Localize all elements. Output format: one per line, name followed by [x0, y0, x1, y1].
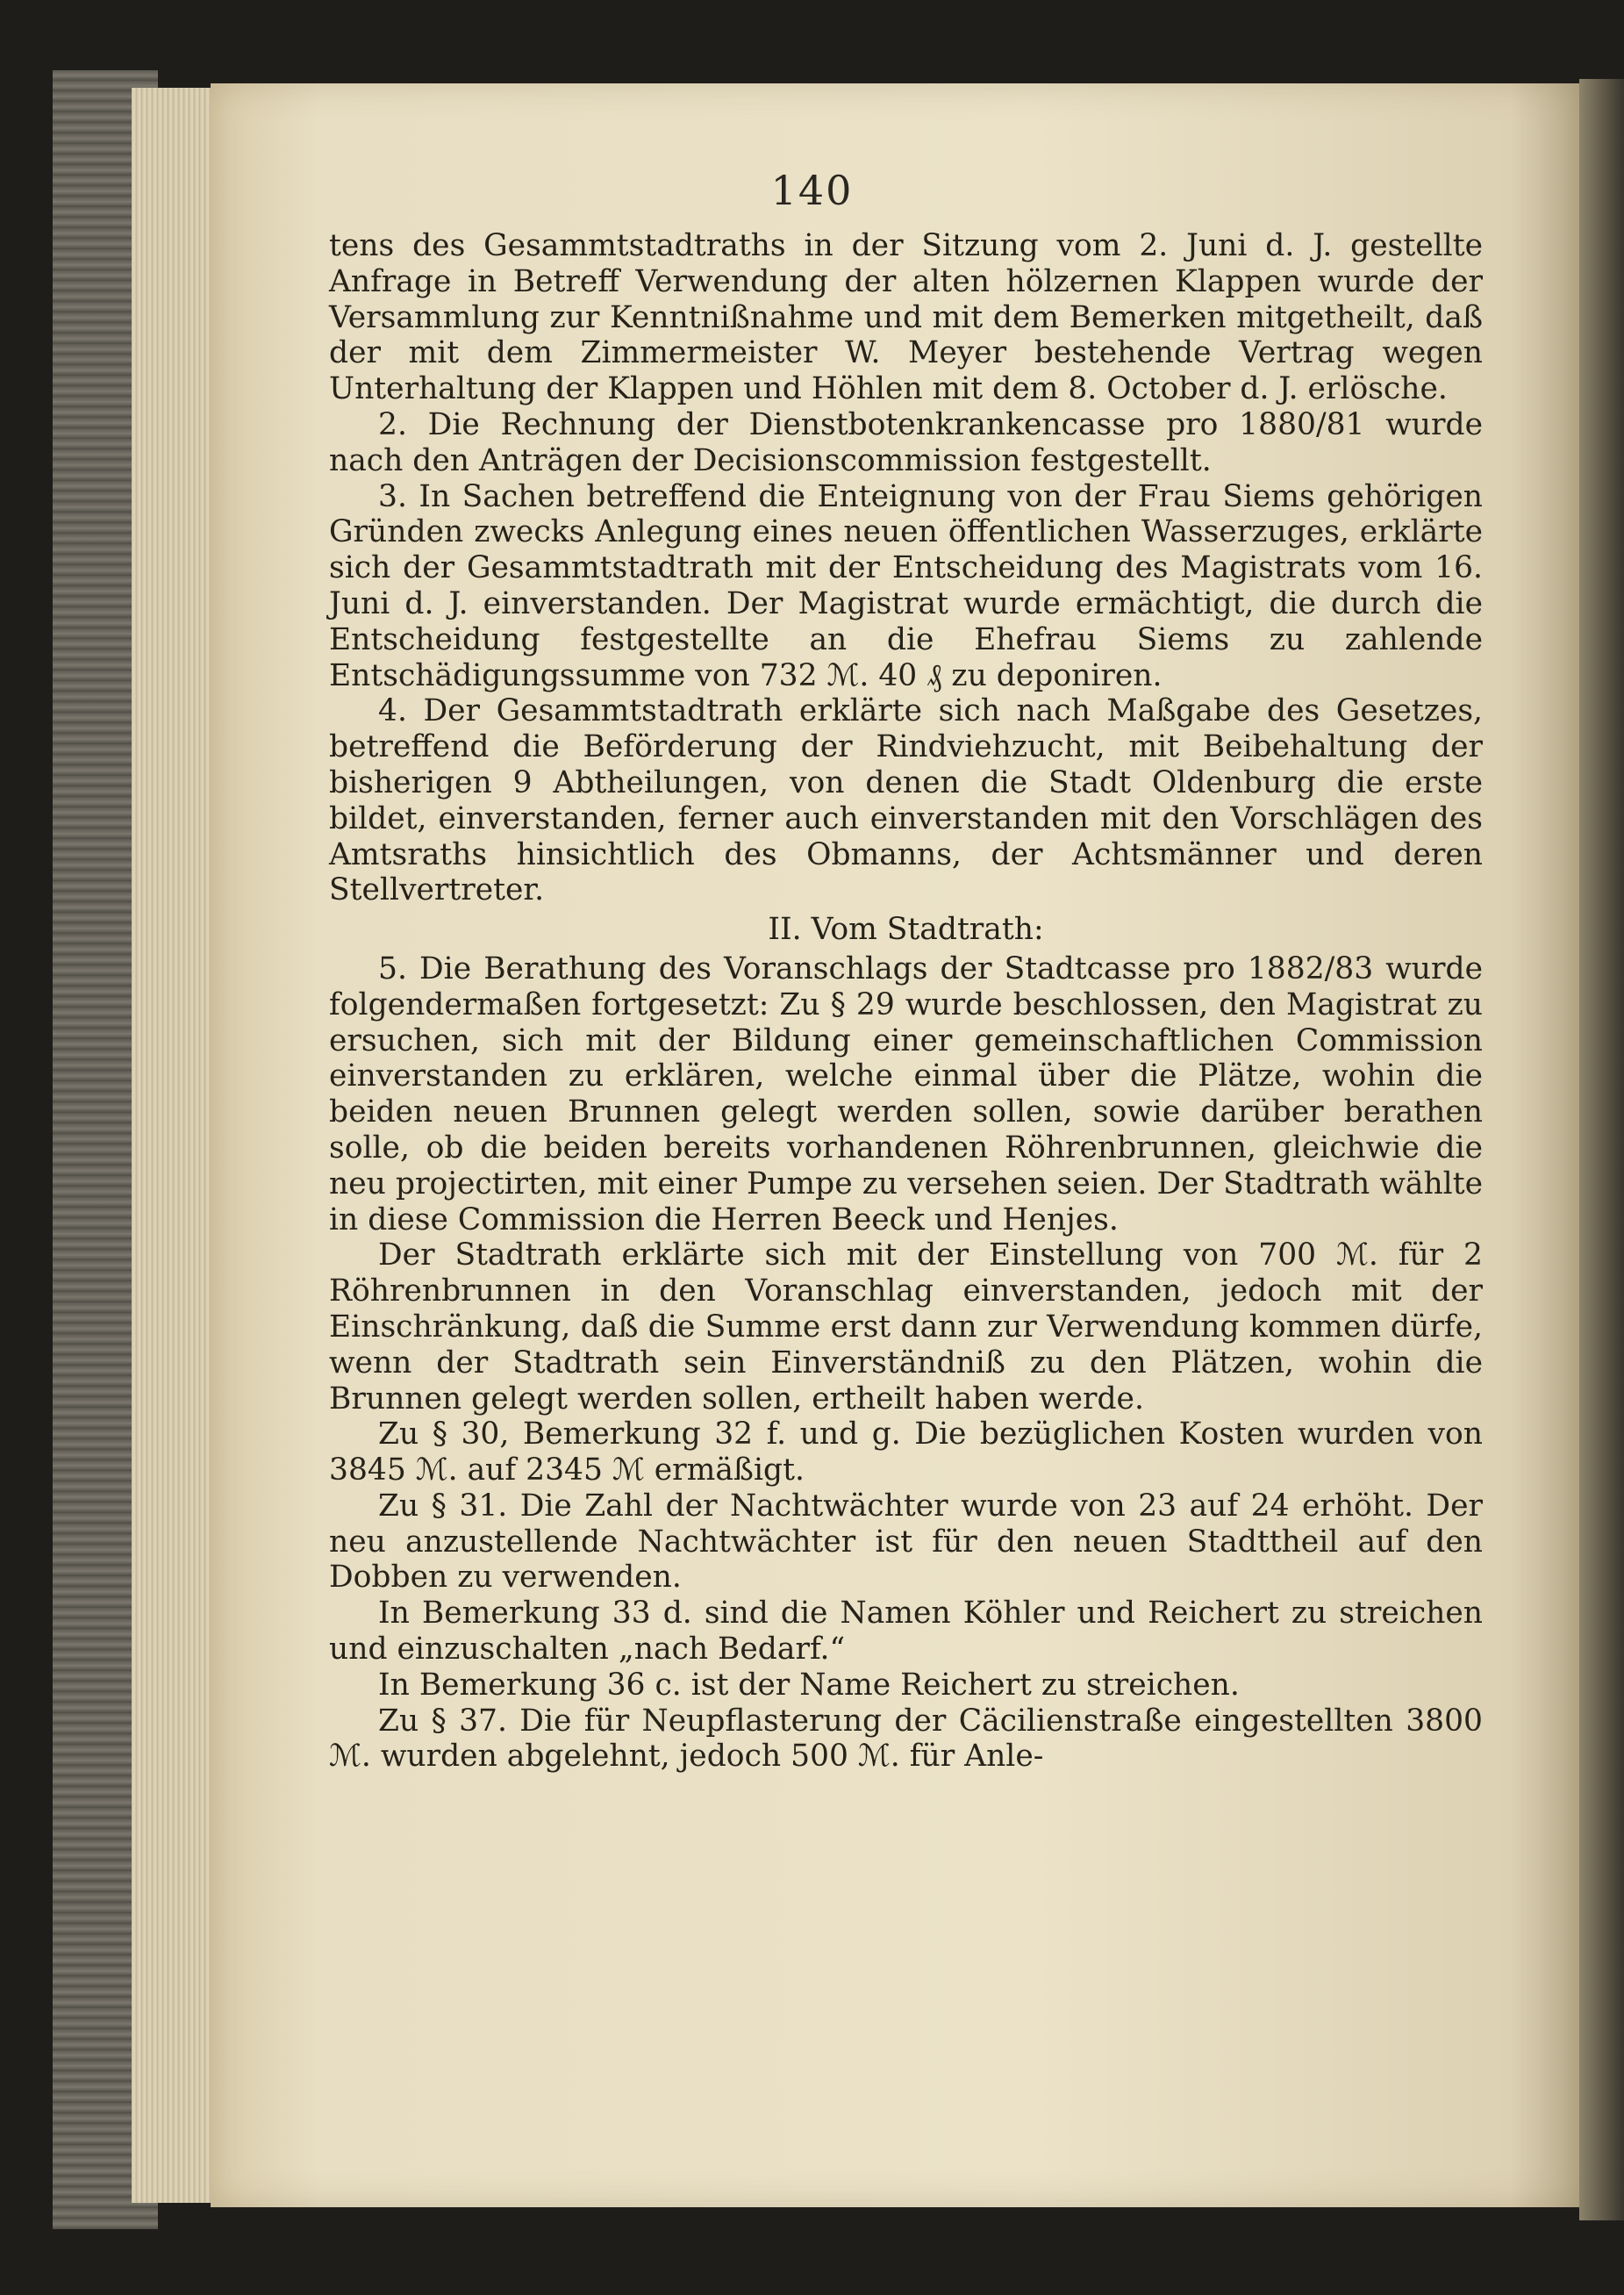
section-heading: II. Vom Stadtrath:	[768, 912, 1044, 948]
paragraph-continued: tens des Gesammtstadtraths in der Sitzung vom 2. Juni d. J. gestellte Anfrage in Betreff Verwendung der alten hölzernen Klappen wurde der Versammlung zur Kenntnißnahme und mit dem Bemerken mitgetheilt, daß der mit dem Zimmermeister W. Meyer bestehende Vertrag wegen Unterhaltung der Klappen und Höhlen mit dem 8. October d. J. erlösche.	[329, 228, 1483, 407]
paragraph-item-5: 5. Die Berathung des Voranschlags der Stadtcasse pro 1882/83 wurde folgendermaßen fortgesetzt: Zu § 29 wurde beschlossen, den Magistrat zu ersuchen, sich mit der Bildung einer gemeinschaftlichen Commission einverstanden zu erklären, welche einmal über die Plätze, wohin die beiden neuen Brunnen gelegt werden sollen, sowie darüber berathen solle, ob die beiden bereits vorhandenen Röhrenbrunnen, gleichwie die neu projectirten, mit einer Pumpe zu versehen seien. Der Stadtrath wählte in diese Commission die Herren Beeck und Henjes.	[329, 950, 1483, 1237]
paragraph-brunnen: Der Stadtrath erklärte sich mit der Einstellung von 700 ℳ. für 2 Röhrenbrunnen in den Voranschlag einverstanden, jedoch mit der Einschränkung, daß die Summe erst dann zur Verwendung kommen dürfe, wenn der Stadtrath sein Einverständniß zu den Plätzen, wohin die Brunnen gelegt werden sollen, ertheilt haben werde.	[329, 1237, 1483, 1416]
facing-page-edge	[1579, 79, 1624, 2220]
paragraph-item-4: 4. Der Gesammtstadtrath erklärte sich nach Maßgabe des Gesetzes, betreffend die Beförderung der Rindviehzucht, mit Beibehaltung der bisherigen 9 Abtheilungen, von denen die Stadt Oldenburg die erste bildet, einverstanden, ferner auch einverstanden mit den Vorschlägen des Amtsraths hinsichtlich des Obmanns, der Achtsmänner und deren Stellvertreter.	[329, 693, 1483, 908]
page-number: 140	[770, 167, 854, 214]
paragraph-item-3: 3. In Sachen betreffend die Enteignung von der Frau Siems gehörigen Gründen zwecks Anlegung eines neuen öffentlichen Wasserzuges, erklärte sich der Gesammtstadtrath mit der Entscheidung des Magistrats vom 16. Juni d. J. einverstanden. Der Magistrat wurde ermächtigt, die durch die Entscheidung festgestellte an die Ehefrau Siems zu zahlende Entschädigungssumme von 732 ℳ. 40 ₰ zu deponiren.	[329, 478, 1483, 693]
paragraph-section-30: Zu § 30, Bemerkung 32 f. und g. Die bezüglichen Kosten wurden von 3845 ℳ. auf 2345 ℳ ermäßigt.	[329, 1416, 1483, 1488]
paragraph-remark-33d: In Bemerkung 33 d. sind die Namen Köhler und Reichert zu streichen und einzuschalten „nach Bedarf.“	[329, 1596, 1483, 1667]
paragraph-item-2: 2. Die Rechnung der Dienstbotenkrankencasse pro 1880/81 wurde nach den Anträgen der Decisionscommission festgestellt.	[329, 406, 1483, 478]
paragraph-remark-36c: In Bemerkung 36 c. ist der Name Reichert zu streichen.	[378, 1667, 1240, 1703]
paragraph-section-31: Zu § 31. Die Zahl der Nachtwächter wurde von 23 auf 24 erhöht. Der neu anzustellende Nachtwächter ist für den neuen Stadttheil auf den Dobben zu verwenden.	[329, 1488, 1483, 1596]
body-text	[329, 228, 1483, 1775]
paragraph-section-37: Zu § 37. Die für Neupflasterung der Cäcilienstraße eingestellten 3800 ℳ. wurden abgelehnt, jedoch 500 ℳ. für Anle-	[329, 1703, 1483, 1775]
